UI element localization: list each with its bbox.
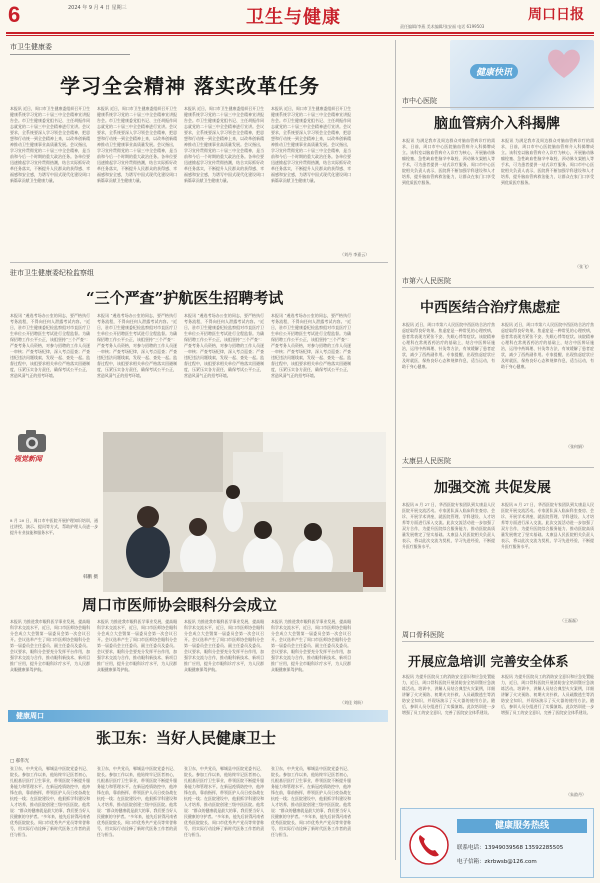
page-number: 6 <box>8 2 21 27</box>
hotline-title-text: 健康服务热线 <box>494 821 549 831</box>
article6-kicker: 市第六人民医院 <box>402 277 451 285</box>
article2-body: 本报讯 “遴选考场办公室的同志，要严格执行考务流程，不得向任何人泄露考试内容。”近日，驻市卫生健康委纪检监察组对市直医疗卫生单位公开招聘医生考试进行全程监督。为确保招聘工作公平公正，该组坚持“三个严查”：严查考务人员资格，对参与招聘的工作人员逐一审核；严查考场纪律，深入考点巡查；严查违纪违法问题线索，发现一起、查处一起。监督过程中，该组要求相关单位严格落实回避制度，压紧压实各方责任，确保考试公平公正，营造风清气正的招考环境。 <box>184 313 264 378</box>
article7-title: 加强交流 共促发展 <box>434 480 551 496</box>
article4-title: 张卫东：当好人民健康卫士 <box>96 729 277 747</box>
article4-body: 张卫东，中共党员，郸城县中医院党委书记、院长。参加工作以来，他始终牢记医者初心，扎根基层医疗卫生事业，带领医院不断提升服务能力和管理水平。在新冠疫情防控中，他冲锋在前，靠前指挥，带领医护人员日夜奋战在抗疫一线；在医院建设中，他狠抓学科建设和人才培养，推动医院创建三级中医医院。他常说：“群众的健康就是最大的事，我们要当好人民健康的守护者。”多年来，他先后获得河南省优秀医院院长、周口市优秀共产党员等荣誉称号，用实际行动诠释了新时代医务工作者的责任与担当。 <box>10 766 90 837</box>
masthead-rule <box>6 32 594 34</box>
article5-title: 脑血管病介入科揭牌 <box>434 116 560 132</box>
article5-columns <box>402 138 594 268</box>
article7-body: 本报讯 8 月 27 日，华西医院专家团队到太康县人民医院开展交流活动。专家团队深入临床科室查房、会诊、开展学术讲座，就医院管理、学科建设、人才培养等方面进行深入交流。此次交流活动进一步加强了双方合作，为提升医院综合服务能力、推动医院高质量发展奠定了坚实基础。太康县人民医院相关负责人表示，将以此次交流为契机，学习先进经验，不断提升医疗服务水平。 <box>501 502 594 549</box>
hotline-phone-label: 联系电话： <box>457 845 485 851</box>
article3-body: 本报讯 为推进我市眼科医学事业发展，提高眼科学术交流水平，近日，周口市医师协会眼科分会成立大会暨第一届委员会第一次会议召开。会议选举产生了周口市医师协会眼科分会第一届委员会主任委员、副主任委员及委员。会议要求，眼科分会要充分发挥平台作用，加强学术交流与合作，推动眼科新技术、新项目推广应用，提升全市眼科诊疗水平，为人民群众眼健康保驾护航。 <box>184 619 264 672</box>
hotline-title <box>457 819 587 833</box>
divider <box>402 467 594 468</box>
article8-columns <box>402 674 594 794</box>
health-banner <box>450 40 594 110</box>
hotline-box <box>400 808 594 878</box>
hotline-email-label: 电子信箱： <box>457 859 485 865</box>
photo-tag-label: 视觉新闻 <box>14 455 42 463</box>
article2-kicker: 驻市卫生健康委纪检监察组 <box>10 269 94 277</box>
photo-tag <box>12 426 82 466</box>
article4-body: 张卫东，中共党员，郸城县中医院党委书记、院长。参加工作以来，他始终牢记医者初心，扎根基层医疗卫生事业，带领医院不断提升服务能力和管理水平。在新冠疫情防控中，他冲锋在前，靠前指挥，带领医护人员日夜奋战在抗疫一线；在医院建设中，他狠抓学科建设和人才培养，推动医院创建三级中医医院。他常说：“群众的健康就是最大的事，我们要当好人民健康的守护者。”多年来，他先后获得河南省优秀医院院长、周口市优秀共产党员等荣誉称号，用实际行动诠释了新时代医务工作者的责任与担当。 <box>97 766 177 837</box>
article2-title: “三个严查”护航医生招聘考试 <box>86 289 284 307</box>
article8-byline: （朱韵丹） <box>566 792 586 797</box>
article7-body: 本报讯 8 月 27 日，华西医院专家团队到太康县人民医院开展交流活动。专家团队深入临床科室查房、会诊、开展学术讲座，就医院管理、学科建设、人才培养等方面进行深入交流。此次交流活动进一步加强了双方合作，为提升医院综合服务能力、推动医院高质量发展奠定了坚实基础。太康县人民医院相关负责人表示，将以此次交流为契机，学习先进经验，不断提升医疗服务水平。 <box>402 502 495 549</box>
article7-kicker: 太康县人民医院 <box>402 457 451 465</box>
masthead <box>0 0 600 28</box>
news-photo <box>103 432 386 592</box>
health-zhoukou-label: 健康周口 <box>16 712 44 720</box>
article6-title: 中西医结合治疗焦虑症 <box>420 300 560 316</box>
section-title: 卫生与健康 <box>246 7 341 28</box>
issue-date: 2024 年 9 月 4 日 星期三 <box>68 5 127 11</box>
article1-body: 本报讯 近日，周口市卫生健康委组织召开卫生健康系统学习党的二十届三中全会精神宣讲报告会。市卫生健康委党组书记、主任胡振作同志就党的二十届三中全会精神进行宣讲。会议要求，全系统要深入学习领会全会精神，把思想和行动统一到全会精神上来，以改革创新精神推动卫生健康事业高质量发展。会议指出，学习宣传贯彻党的二十届三中全会精神，是当前和今后一个时期的重大政治任务。各单位要迅速掀起学习宣传贯彻热潮，结合实际抓好改革任务落实，不断提升人民群众的获得感、幸福感和安全感，为谱写中国式现代化建设周口新篇章贡献卫生健康力量。 <box>97 106 177 183</box>
hotline-email: zkrbwsb@126.com <box>484 859 537 865</box>
training-scene-image <box>103 432 386 592</box>
article7-columns <box>402 502 594 620</box>
article5-body: 本报讯 为满足我市及周边群众对脑血管病诊疗的需求，日前，周口市中心医院脑血管病介入科揭牌成立。该科室以脑血管病介入诊疗为核心，开展脑动脉瘤栓塞、急性缺血性脑卒中取栓、颈动脉支架植入等手术，可为患者提供一站式诊疗服务。周口市中心医院相关负责人表示，医院将不断加强学科建设和人才培养，提升脑血管病救治能力，让群众在家门口享受到优质医疗服务。 <box>402 138 495 185</box>
article1-body: 本报讯 近日，周口市卫生健康委组织召开卫生健康系统学习党的二十届三中全会精神宣讲报告会。市卫生健康委党组书记、主任胡振作同志就党的二十届三中全会精神进行宣讲。会议要求，全系统要深入学习领会全会精神，把思想和行动统一到全会精神上来，以改革创新精神推动卫生健康事业高质量发展。会议指出，学习宣传贯彻党的二十届三中全会精神，是当前和今后一个时期的重大政治任务。各单位要迅速掀起学习宣传贯彻热潮，结合实际抓好改革任务落实，不断提升人民群众的获得感、幸福感和安全感，为谱写中国式现代化建设周口新篇章贡献卫生健康力量。 <box>10 106 90 183</box>
divider <box>402 287 594 288</box>
article6-body: 本报讯 近日，周口市第六人民医院中西医结合治疗焦虑症取得良好效果。焦虑症是一种常见的心理疾病，患者常表现为紧张不安、失眠心悸等症状。该院精神心理科在常规西药治疗的基础上，结合中医辨证施治，运用中药调理、针灸等方法，有效缓解了患者症状，减少了西药副作用。专家提醒，出现焦虑症状应及时就医，保持良好心态和规律作息，适当运动，有助于身心健康。 <box>402 322 495 369</box>
article8-body: 本报讯 为提升医院员工的消防安全意识和应急处置能力，近日，周口骨科医院开展消防安全培训暨应急演练活动。培训中，讲解人员结合典型火灾案例，详细讲解了火灾预防、初期火灾扑救、人员疏散逃生等消防安全知识，并现场演示了灭火器的使用方法。随后，参训人员分组进行了实操演练。此次培训进一步增强了员工的安全意识，完善了医院安全体系建设。 <box>501 674 594 715</box>
article4-columns <box>10 766 385 874</box>
health-zhoukou-banner <box>8 710 388 722</box>
divider <box>402 641 594 642</box>
article3-columns <box>10 619 385 704</box>
hotline-phone-row <box>457 843 563 851</box>
article3-body: 本报讯 为推进我市眼科医学事业发展，提高眼科学术交流水平，近日，周口市医师协会眼科分会成立大会暨第一届委员会第一次会议召开。会议选举产生了周口市医师协会眼科分会第一届委员会主任委员、副主任委员及委员。会议要求，眼科分会要充分发挥平台作用，加强学术交流与合作，推动眼科新技术、新项目推广应用，提升全市眼科诊疗水平，为人民群众眼健康保驾护航。 <box>97 619 177 672</box>
article4-body: 张卫东，中共党员，郸城县中医院党委书记、院长。参加工作以来，他始终牢记医者初心，扎根基层医疗卫生事业，带领医院不断提升服务能力和管理水平。在新冠疫情防控中，他冲锋在前，靠前指挥，带领医护人员日夜奋战在抗疫一线；在医院建设中，他狠抓学科建设和人才培养，推动医院创建三级中医医院。他常说：“群众的健康就是最大的事，我们要当好人民健康的守护者。”多年来，他先后获得河南省优秀医院院长、周口市优秀共产党员等荣誉称号，用实际行动诠释了新时代医务工作者的责任与担当。 <box>184 766 264 837</box>
article1-kicker: 市卫生健康委 <box>10 43 52 51</box>
divider <box>10 262 388 263</box>
newspaper-brand: 周口日报 <box>528 7 584 23</box>
article5-byline: （张飞） <box>575 264 591 269</box>
hotline-email-row <box>457 857 537 865</box>
article6-columns <box>402 322 594 447</box>
divider <box>402 107 594 108</box>
article3-body: 本报讯 为推进我市眼科医学事业发展，提高眼科学术交流水平，近日，周口市医师协会眼科分会成立大会暨第一届委员会第一次会议召开。会议选举产生了周口市医师协会眼科分会第一届委员会主任委员、副主任委员及委员。会议要求，眼科分会要充分发挥平台作用，加强学术交流与合作，推动眼科新技术、新项目推广应用，提升全市眼科诊疗水平，为人民群众眼健康保驾护航。 <box>271 619 351 672</box>
photo-caption-text: 8 月 20 日，周口市中医院开展护理知识培训，通过讲授、演示、提问等方式，帮助护理人员进一步提升专业技能和服务水平。 <box>10 518 98 535</box>
article8-body: 本报讯 为提升医院员工的消防安全意识和应急处置能力，近日，周口骨科医院开展消防安全培训暨应急演练活动。培训中，讲解人员结合典型火灾案例，详细讲解了火灾预防、初期火灾扑救、人员疏散逃生等消防安全知识，并现场演示了灭火器的使用方法。随后，参训人员分组进行了实操演练。此次培训进一步增强了员工的安全意识，完善了医院安全体系建设。 <box>402 674 495 715</box>
heart-icon <box>545 46 583 80</box>
banner-divider <box>395 40 396 860</box>
camera-icon <box>16 428 50 454</box>
article1-columns <box>10 106 385 256</box>
article5-kicker: 市中心医院 <box>402 97 437 105</box>
article1-body: 本报讯 近日，周口市卫生健康委组织召开卫生健康系统学习党的二十届三中全会精神宣讲报告会。市卫生健康委党组书记、主任胡振作同志就党的二十届三中全会精神进行宣讲。会议要求，全系统要深入学习领会全会精神，把思想和行动统一到全会精神上来，以改革创新精神推动卫生健康事业高质量发展。会议指出，学习宣传贯彻党的二十届三中全会精神，是当前和今后一个时期的重大政治任务。各单位要迅速掀起学习宣传贯彻热潮，结合实际抓好改革任务落实，不断提升人民群众的获得感、幸福感和安全感，为谱写中国式现代化建设周口新篇章贡献卫生健康力量。 <box>184 106 264 183</box>
article6-byline: （张何娟） <box>566 444 586 449</box>
article3-byline: （刘佳 刘盼） <box>340 700 366 705</box>
article6-body: 本报讯 近日，周口市第六人民医院中西医结合治疗焦虑症取得良好效果。焦虑症是一种常见的心理疾病，患者常表现为紧张不安、失眠心悸等症状。该院精神心理科在常规西药治疗的基础上，结合中医辨证施治，运用中药调理、针灸等方法，有效缓解了患者症状，减少了西药副作用。专家提醒，出现焦虑症状应及时就医，保持良好心态和规律作息，适当运动，有助于身心健康。 <box>501 322 594 369</box>
article1-body: 本报讯 近日，周口市卫生健康委组织召开卫生健康系统学习党的二十届三中全会精神宣讲报告会。市卫生健康委党组书记、主任胡振作同志就党的二十届三中全会精神进行宣讲。会议要求，全系统要深入学习领会全会精神，把思想和行动统一到全会精神上来，以改革创新精神推动卫生健康事业高质量发展。会议指出，学习宣传贯彻党的二十届三中全会精神，是当前和今后一个时期的重大政治任务。各单位要迅速掀起学习宣传贯彻热潮，结合实际抓好改革任务落实，不断提升人民群众的获得感、幸福感和安全感，为谱写中国式现代化建设周口新篇章贡献卫生健康力量。 <box>271 106 351 183</box>
editor-line: 责任编辑/李燕 美术编辑/张安福 电话 6199503 <box>400 24 485 29</box>
article2-body: 本报讯 “遴选考场办公室的同志，要严格执行考务流程，不得向任何人泄露考试内容。”近日，驻市卫生健康委纪检监察组对市直医疗卫生单位公开招聘医生考试进行全程监督。为确保招聘工作公平公正，该组坚持“三个严查”：严查考务人员资格，对参与招聘的工作人员逐一审核；严查考场纪律，深入考点巡查；严查违纪违法问题线索，发现一起、查处一起。监督过程中，该组要求相关单位严格落实回避制度，压紧压实各方责任，确保考试公平公正，营造风清气正的招考环境。 <box>10 313 90 378</box>
article2-columns <box>10 313 385 433</box>
article3-body: 本报讯 为推进我市眼科医学事业发展，提高眼科学术交流水平，近日，周口市医师协会眼科分会成立大会暨第一届委员会第一次会议召开。会议选举产生了周口市医师协会眼科分会第一届委员会主任委员、副主任委员及委员。会议要求，眼科分会要充分发挥平台作用，加强学术交流与合作，推动眼科新技术、新项目推广应用，提升全市眼科诊疗水平，为人民群众眼健康保驾护航。 <box>10 619 90 672</box>
article8-kicker: 周口骨科医院 <box>402 631 444 639</box>
masthead-rule-thin <box>6 35 594 36</box>
health-banner-label: 健康快讯 <box>470 64 518 79</box>
article1-byline: （刘丹 李嘉云） <box>340 252 370 257</box>
photo-caption <box>10 518 98 588</box>
article4-body: 张卫东，中共党员，郸城县中医院党委书记、院长。参加工作以来，他始终牢记医者初心，扎根基层医疗卫生事业，带领医院不断提升服务能力和管理水平。在新冠疫情防控中，他冲锋在前，靠前指挥，带领医护人员日夜奋战在抗疫一线；在医院建设中，他狠抓学科建设和人才培养，推动医院创建三级中医医院。他常说：“群众的健康就是最大的事，我们要当好人民健康的守护者。”多年来，他先后获得河南省优秀医院院长、周口市优秀共产党员等荣誉称号，用实际行动诠释了新时代医务工作者的责任与担当。 <box>271 766 351 837</box>
phone-icon <box>409 825 449 865</box>
article5-body: 本报讯 为满足我市及周边群众对脑血管病诊疗的需求，日前，周口市中心医院脑血管病介入科揭牌成立。该科室以脑血管病介入诊疗为核心，开展脑动脉瘤栓塞、急性缺血性脑卒中取栓、颈动脉支架植入等手术，可为患者提供一站式诊疗服务。周口市中心医院相关负责人表示，医院将不断加强学科建设和人才培养，提升脑血管病救治能力，让群众在家门口享受到优质医疗服务。 <box>501 138 594 185</box>
article7-byline: （王磊磊） <box>560 618 580 623</box>
article2-body: 本报讯 “遴选考场办公室的同志，要严格执行考务流程，不得向任何人泄露考试内容。”近日，驻市卫生健康委纪检监察组对市直医疗卫生单位公开招聘医生考试进行全程监督。为确保招聘工作公平公正，该组坚持“三个严查”：严查考务人员资格，对参与招聘的工作人员逐一审核；严查考场纪律，深入考点巡查；严查违纪违法问题线索，发现一起、查处一起。监督过程中，该组要求相关单位严格落实回避制度，压紧压实各方责任，确保考试公平公正，营造风清气正的招考环境。 <box>271 313 351 378</box>
article3-title: 周口市医师协会眼科分会成立 <box>82 596 278 614</box>
article1-kicker-rule <box>10 54 130 55</box>
hotline-phones: 13949039568 13592285505 <box>484 845 564 851</box>
photo-credit: 韩鹏 摄 <box>83 575 98 580</box>
article4-author: □ 郝伟光 <box>10 759 30 764</box>
article1-title: 学习全会精神 落实改革任务 <box>60 74 320 98</box>
article8-title: 开展应急培训 完善安全体系 <box>408 655 569 670</box>
article2-body: 本报讯 “遴选考场办公室的同志，要严格执行考务流程，不得向任何人泄露考试内容。”近日，驻市卫生健康委纪检监察组对市直医疗卫生单位公开招聘医生考试进行全程监督。为确保招聘工作公平公正，该组坚持“三个严查”：严查考务人员资格，对参与招聘的工作人员逐一审核；严查考场纪律，深入考点巡查；严查违纪违法问题线索，发现一起、查处一起。监督过程中，该组要求相关单位严格落实回避制度，压紧压实各方责任，确保考试公平公正，营造风清气正的招考环境。 <box>97 313 177 378</box>
